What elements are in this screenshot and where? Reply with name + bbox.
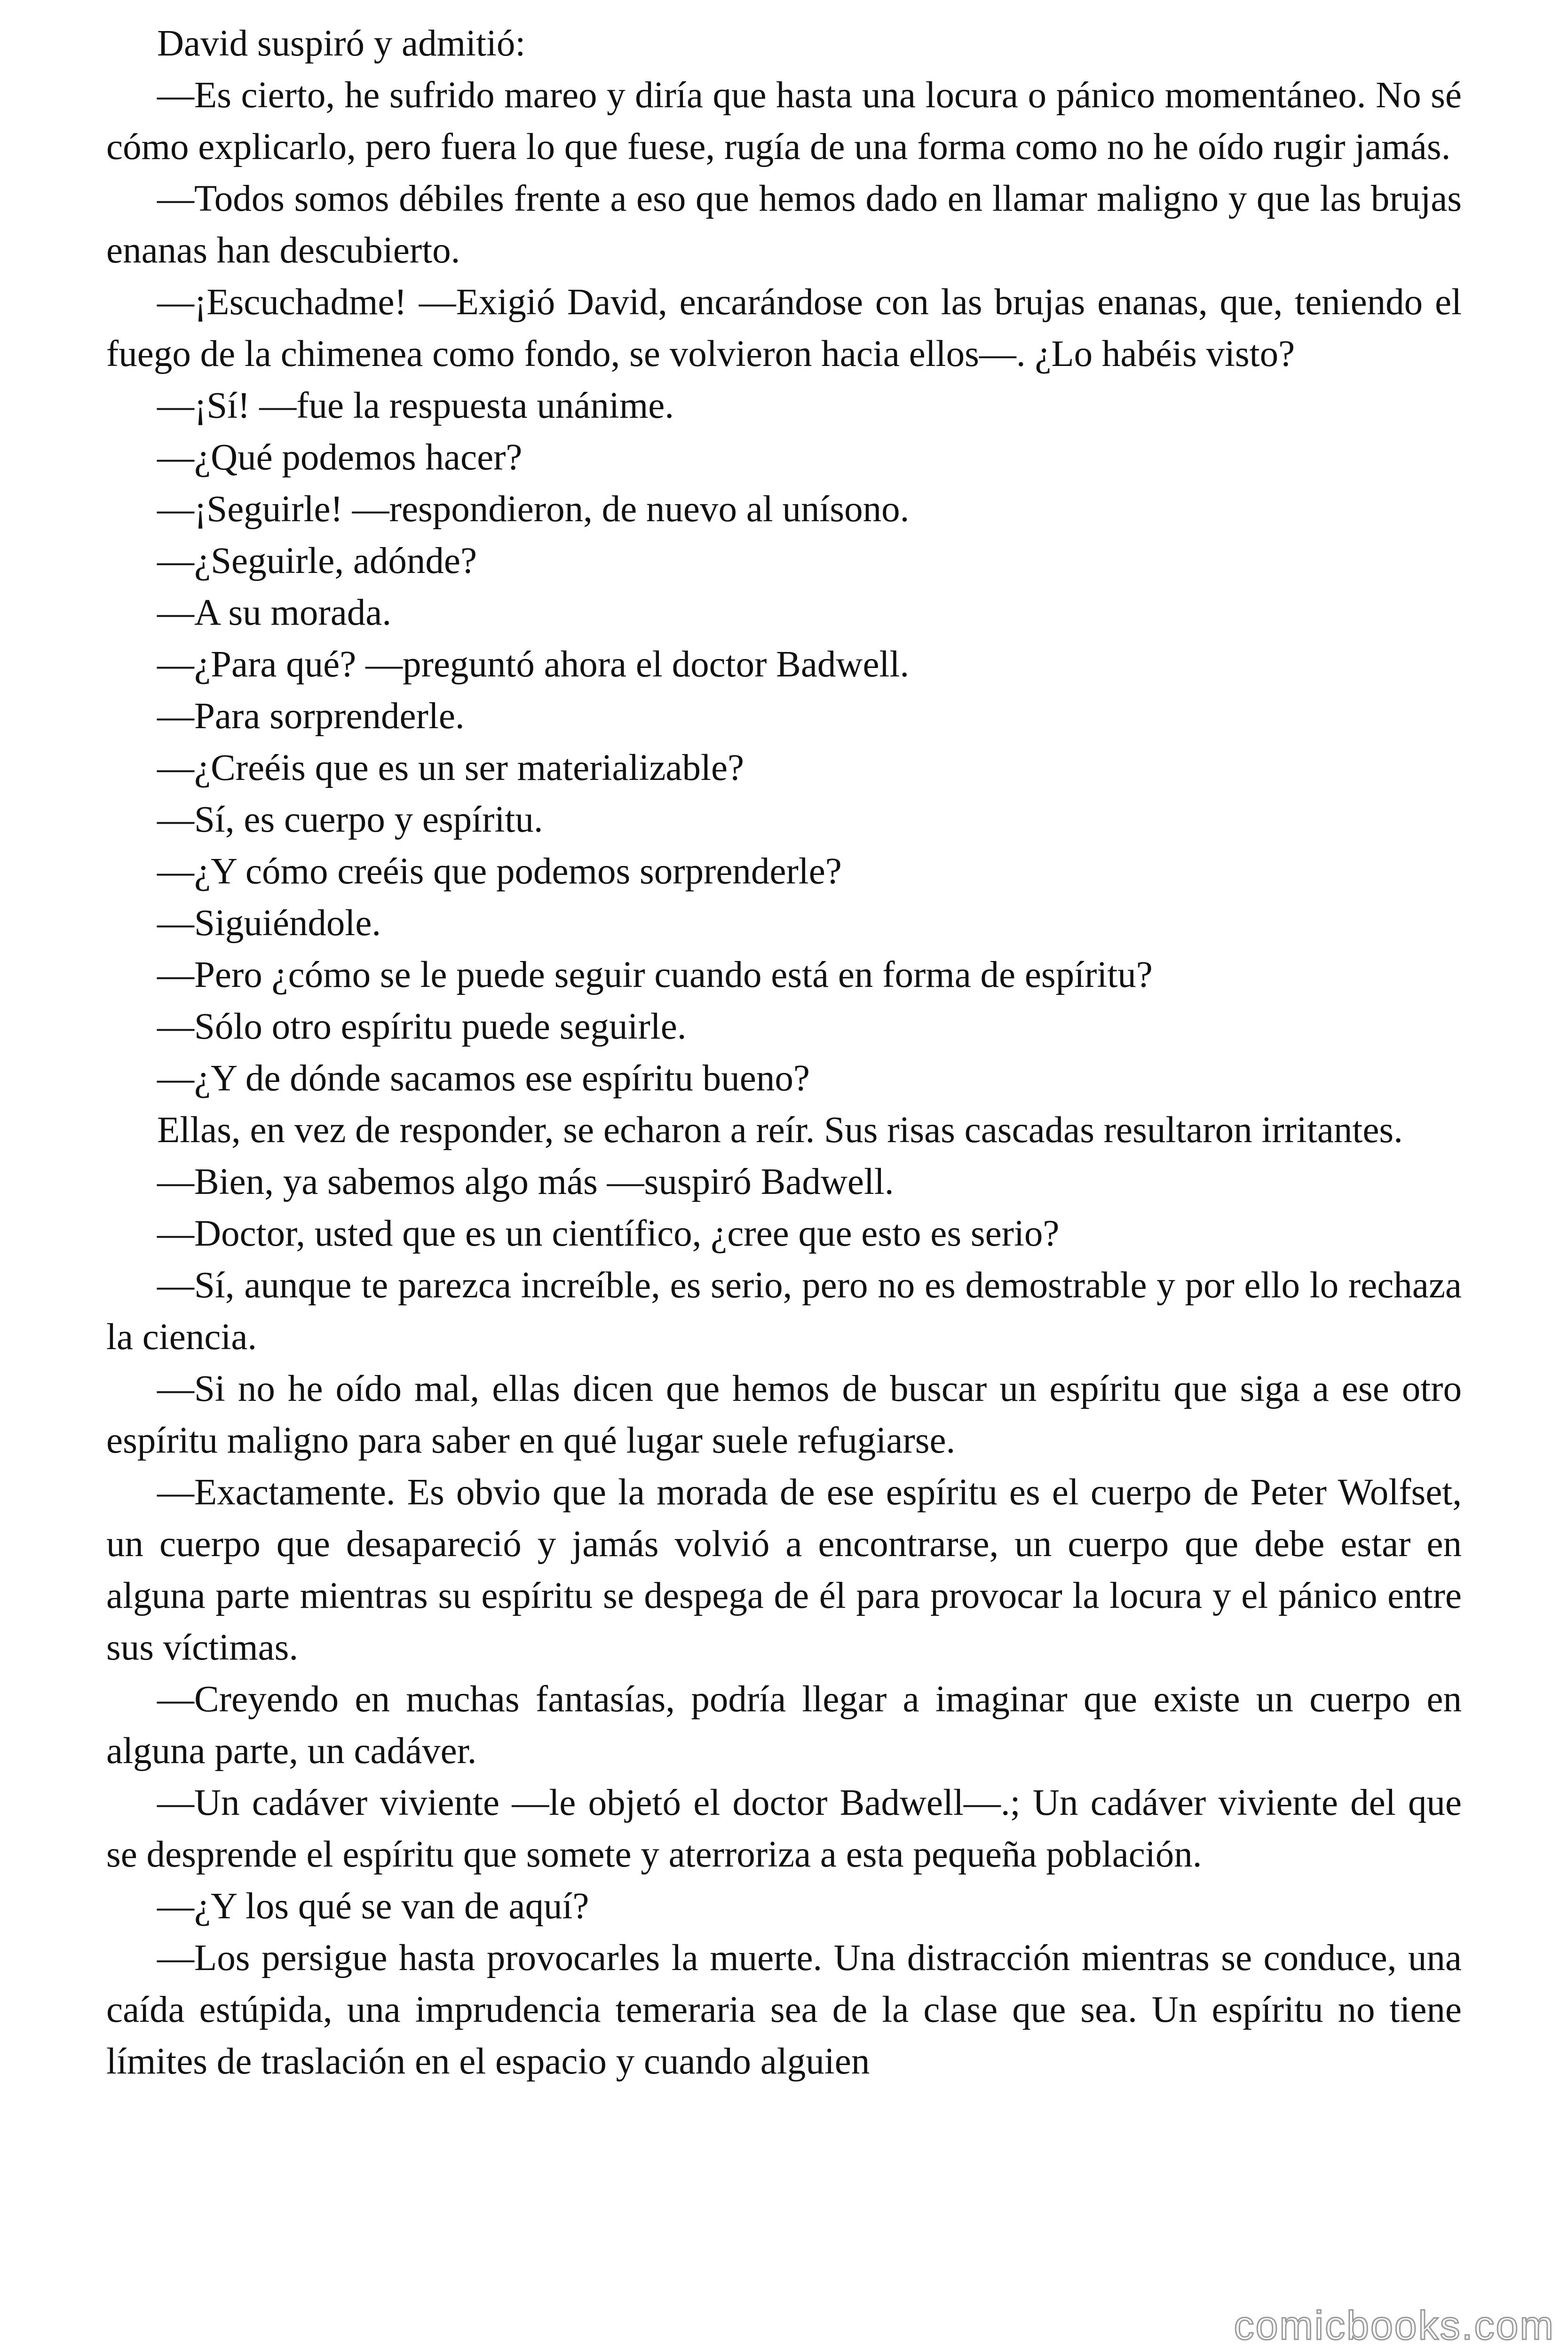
paragraph: —¿Creéis que es un ser materializable? [157, 747, 744, 788]
paragraph: —Sí, es cuerpo y espíritu. [157, 799, 543, 840]
paragraph: —Bien, ya sabemos algo más —suspiró Badwell. [157, 1161, 894, 1202]
paragraph: —Para sorprenderle. [157, 696, 465, 737]
paragraph: —¡Sí! —fue la respuesta unánime. [157, 385, 674, 426]
paragraph: —Todos somos débiles frente a eso que hemos dado en llamar maligno y que las brujas enanas han descubierto. [106, 178, 1462, 271]
paragraph: —¿Para qué? —preguntó ahora el doctor Badwell. [157, 644, 910, 685]
paragraph: —¿Seguirle, adónde? [157, 540, 477, 581]
paragraph: —Es cierto, he sufrido mareo y diría que hasta una locura o pánico momentáneo. No sé cómo explicarlo, pero fuera lo que fuese, rugía de una forma como no he oído rugir jamás. [106, 75, 1462, 167]
paragraph: —Siguiéndole. [157, 903, 381, 944]
paragraph: —Los persigue hasta provocarles la muerte. Una distracción mientras se conduce, una caída estúpida, una imprudencia temeraria sea de la clase que sea. Un espíritu no tiene límites de traslación en el espacio y cuando alguien [106, 1938, 1462, 2082]
paragraph: —Si no he oído mal, ellas dicen que hemos de buscar un espíritu que siga a ese otro espíritu maligno para saber en qué lugar suele refugiarse. [106, 1368, 1462, 1461]
paragraph: Ellas, en vez de responder, se echaron a reír. Sus risas cascadas resultaron irritantes. [157, 1110, 1403, 1151]
paragraph: —A su morada. [157, 592, 392, 633]
paragraph: —Doctor, usted que es un científico, ¿cree que esto es serio? [157, 1213, 1060, 1254]
paragraph: —¿Qué podemos hacer? [157, 437, 523, 478]
paragraph: —Sólo otro espíritu puede seguirle. [157, 1006, 687, 1047]
paragraph: —Un cadáver viviente —le objetó el doctor Badwell—.; Un cadáver viviente del que se desprende el espíritu que somete y aterroriza a esta pequeña población. [106, 1782, 1462, 1875]
paragraph: —Sí, aunque te parezca increíble, es serio, pero no es demostrable y por ello lo rechaza la ciencia. [106, 1265, 1462, 1358]
paragraph: —¿Y cómo creéis que podemos sorprenderle? [157, 851, 842, 892]
paragraph: —¿Y de dónde sacamos ese espíritu bueno? [157, 1058, 810, 1099]
paragraph: David suspiró y admitió: [157, 23, 526, 64]
watermark: comicbooks.com [1234, 2303, 1555, 2348]
paragraph: —¡Escuchadme! —Exigió David, encarándose con las brujas enanas, que, teniendo el fuego de la chimenea como fondo, se volvieron hacia ellos—. ¿Lo habéis visto? [106, 282, 1462, 374]
paragraph: —¡Seguirle! —respondieron, de nuevo al unísono. [157, 489, 910, 530]
paragraph: —Pero ¿cómo se le puede seguir cuando está en forma de espíritu? [157, 954, 1153, 995]
paragraph: —Exactamente. Es obvio que la morada de ese espíritu es el cuerpo de Peter Wolfset, un cuerpo que desapareció y jamás volvió a encontrarse, un cuerpo que debe estar en alguna parte mientras su espíritu se despega de él para provocar la locura y el pánico entre sus víctimas. [106, 1472, 1462, 1668]
paragraph: —¿Y los qué se van de aquí? [157, 1886, 589, 1927]
paragraph: —Creyendo en muchas fantasías, podría llegar a imaginar que existe un cuerpo en alguna parte, un cadáver. [106, 1679, 1462, 1772]
body-text [106, 18, 1462, 2088]
